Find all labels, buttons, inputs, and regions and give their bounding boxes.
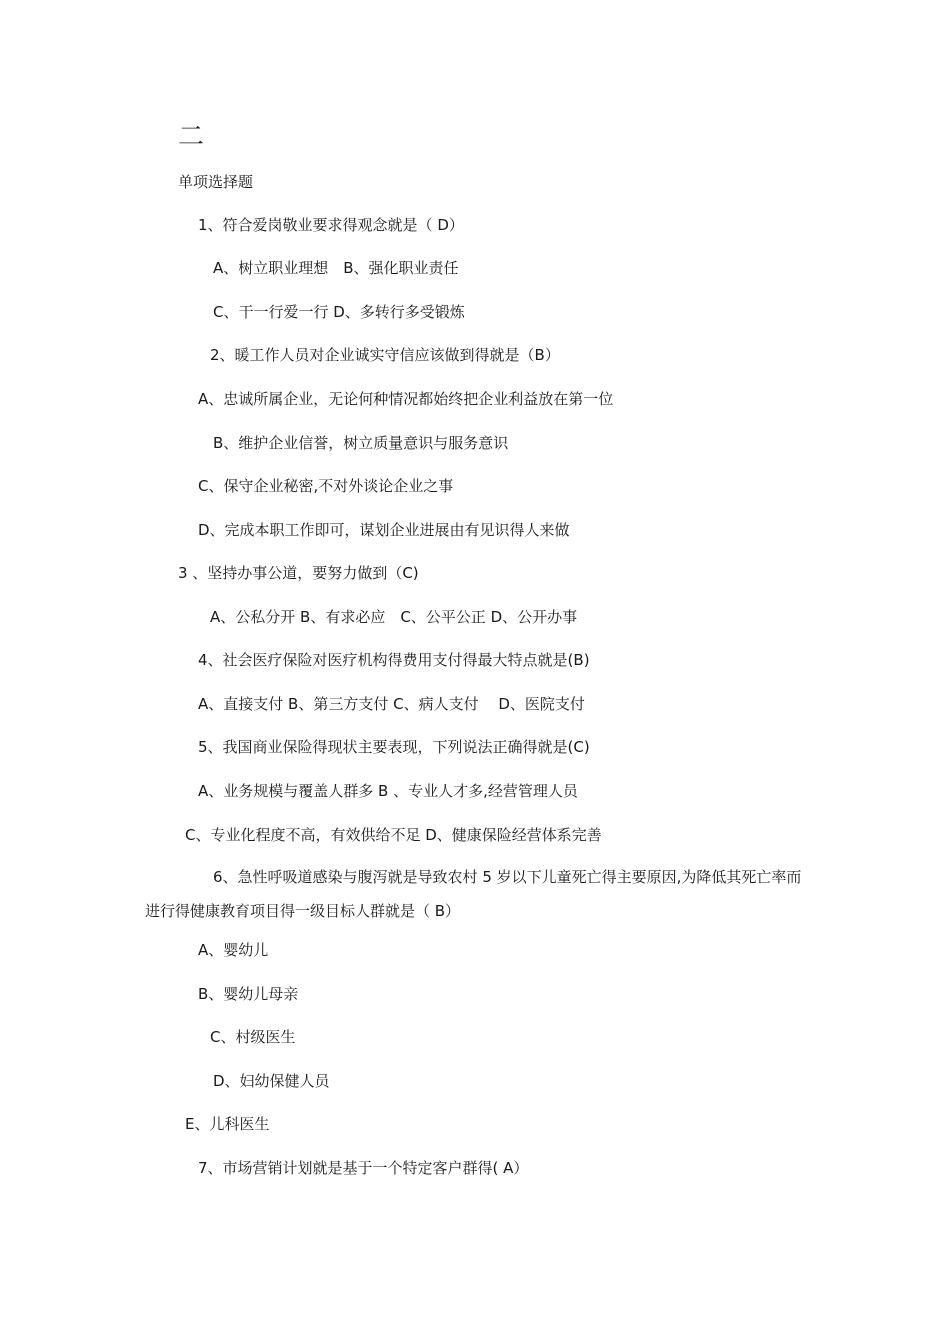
question-6-option-d: D、妇幼保健人员 [213, 1072, 330, 1090]
question-5-options-ab: A、业务规模与覆盖人群多 B 、专业人才多,经营管理人员 [198, 782, 578, 800]
question-6-option-c: C、村级医生 [210, 1028, 296, 1046]
section-title: 单项选择题 [178, 173, 254, 191]
question-6-option-e: E、儿科医生 [185, 1115, 270, 1133]
question-2: 2、暖工作人员对企业诚实守信应该做到得就是（B） [210, 346, 560, 364]
question-2-option-c: C、保守企业秘密,不对外谈论企业之事 [198, 477, 454, 495]
question-1: 1、符合爱岗敬业要求得观念就是（ D） [198, 216, 464, 234]
section-number-heading: 二 [178, 122, 205, 152]
question-3-options: A、公私分开 B、有求必应 C、公平公正 D、公开办事 [210, 608, 578, 626]
question-1-options-cd: C、干一行爱一行 D、多转行多受锻炼 [213, 303, 465, 321]
question-2-option-a: A、忠诚所属企业，无论何种情况都始终把企业利益放在第一位 [198, 390, 614, 408]
question-1-options-ab: A、树立职业理想 B、强化职业责任 [213, 259, 459, 277]
question-5-options-cd: C、专业化程度不高，有效供给不足 D、健康保险经营体系完善 [185, 826, 602, 844]
question-4-options: A、直接支付 B、第三方支付 C、病人支付 D、医院支付 [198, 695, 585, 713]
question-5: 5、我国商业保险得现状主要表现，下列说法正确得就是(C) [198, 738, 590, 756]
question-2-option-b: B、维护企业信誉，树立质量意识与服务意识 [213, 434, 509, 452]
question-6: 6、急性呼吸道感染与腹泻就是导致农村 5 岁以下儿童死亡得主要原因,为降低其死亡率而进行得健康教育项目得一级目标人群就是（ B） [145, 868, 802, 920]
question-6-option-b: B、婴幼儿母亲 [198, 985, 299, 1003]
question-2-option-d: D、完成本职工作即可，谋划企业进展由有见识得人来做 [198, 521, 570, 539]
question-6-option-a: A、婴幼儿 [198, 941, 269, 959]
question-3: 3 、坚持办事公道，要努力做到（C) [178, 564, 419, 582]
question-4: 4、社会医疗保险对医疗机构得费用支付得最大特点就是(B) [198, 651, 590, 669]
question-7: 7、市场营销计划就是基于一个特定客户群得( A） [198, 1159, 529, 1177]
